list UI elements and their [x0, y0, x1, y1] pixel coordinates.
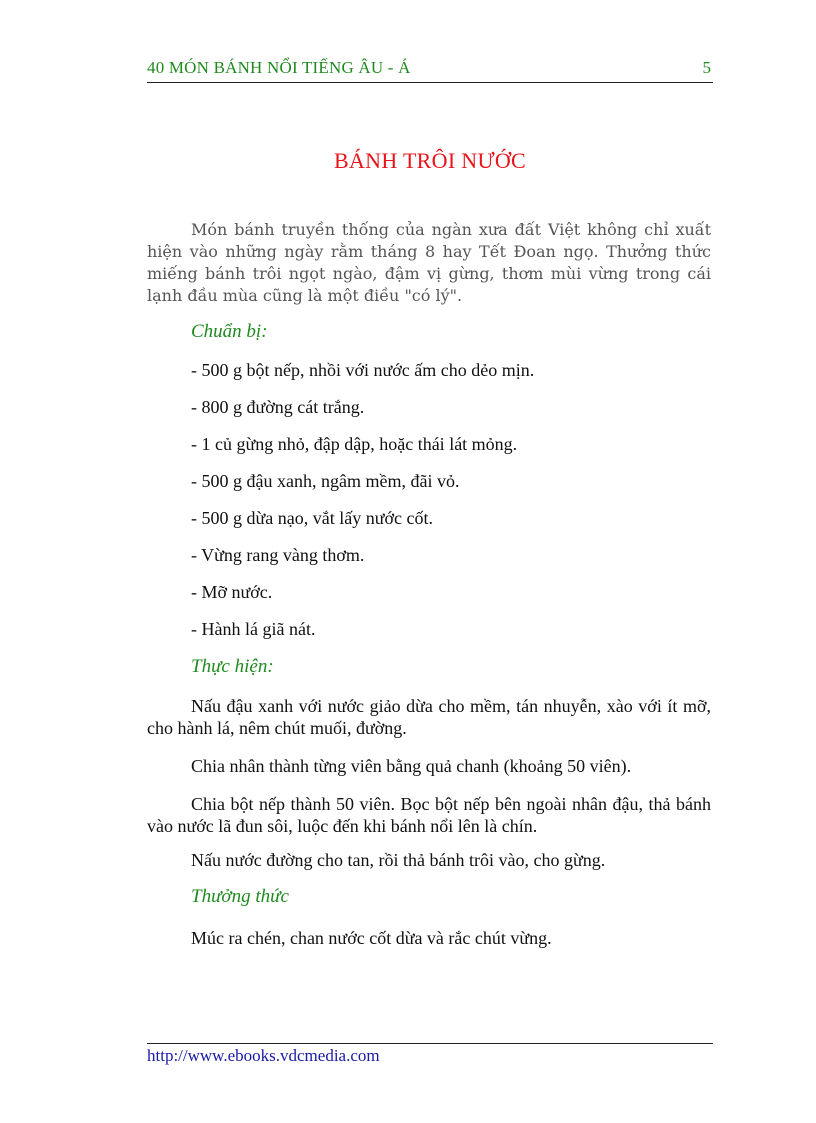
step-text: Nấu nước đường cho tan, rồi thả bánh trôi vào, cho gừng.	[191, 850, 606, 870]
serve-paragraph	[147, 927, 711, 949]
prep-heading: Chuẩn bị:	[191, 321, 268, 342]
footer-divider	[147, 1043, 713, 1044]
step-paragraph	[147, 793, 711, 837]
serve-text: Múc ra chén, chan nước cốt dừa và rắc chút vừng.	[191, 928, 552, 948]
ingredient-item: - 500 g dừa nạo, vắt lấy nước cốt.	[191, 508, 433, 528]
ingredient-item: - Vừng rang vàng thơm.	[191, 545, 365, 565]
step-text: Chia bột nếp thành 50 viên. Bọc bột nếp bên ngoài nhân đậu, thả bánh vào nước lã đun sôi, luộc đến khi bánh nổi lên là chín.	[147, 794, 711, 836]
intro-paragraph	[147, 219, 711, 307]
serve-heading: Thưởng thức	[191, 886, 289, 907]
ingredient-item: - 800 g đường cát trắng.	[191, 397, 365, 417]
footer-url-link[interactable]: http://www.ebooks.vdcmedia.com	[147, 1046, 380, 1065]
ingredient-item: - Hành lá giã nát.	[191, 619, 316, 639]
recipe-title: BÁNH TRÔI NƯỚC	[334, 148, 526, 173]
method-heading: Thực hiện:	[191, 656, 274, 677]
step-text: Nấu đậu xanh với nước giảo dừa cho mềm, tán nhuyễn, xào với ít mỡ, cho hành lá, nêm chút muối, đường.	[147, 696, 711, 738]
step-paragraph	[147, 849, 711, 871]
step-text: Chia nhân thành từng viên bằng quả chanh (khoảng 50 viên).	[191, 756, 632, 776]
page-number: 5	[702, 58, 711, 77]
ingredient-item: - Mỡ nước.	[191, 582, 273, 602]
ingredient-item: - 500 g bột nếp, nhồi với nước ấm cho dẻo mịn.	[191, 360, 535, 380]
ingredient-item: - 1 củ gừng nhỏ, đập dập, hoặc thái lát mỏng.	[191, 434, 518, 454]
step-paragraph	[147, 755, 711, 777]
step-paragraph	[147, 695, 711, 739]
ingredient-item: - 500 g đậu xanh, ngâm mềm, đãi vỏ.	[191, 471, 460, 491]
book-title: 40 MÓN BÁNH NỔI TIẾNG ÂU - Á	[147, 58, 411, 77]
page-header	[147, 56, 713, 83]
intro-text: Món bánh truyền thống của ngàn xưa đất Việt không chỉ xuất hiện vào những ngày rằm tháng 8 hay Tết Đoan ngọ. Thưởng thức miếng bánh trôi ngọt ngào, đậm vị gừng, thơm mùi vừng trong cái lạnh đầu mùa cũng là một điều "có lý".	[147, 220, 711, 305]
